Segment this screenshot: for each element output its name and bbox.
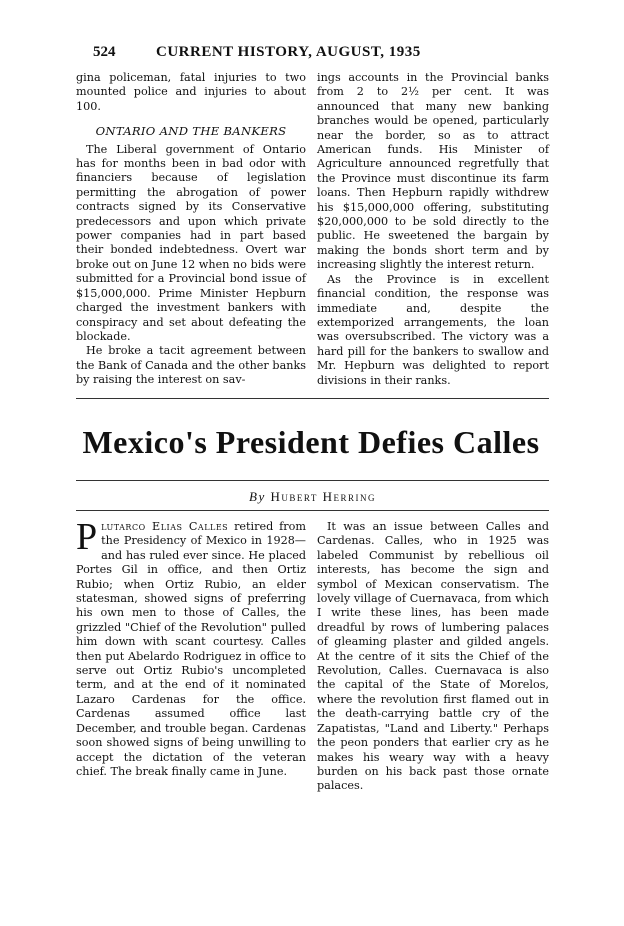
page-header [66, 44, 546, 66]
byline-author: Hubert Herring [270, 489, 376, 504]
paragraph: ings accounts in the Provincial banks from 2 to 2½ per cent. It was announced that many new banking branches would be opened, particularly near the border, so as to attract American funds. His Minister of Agriculture announced regretfully that the Province must discontinue its farm loans. Then Hepburn rapidly withdrew his $15,000,000 offering, substituting $20,000,000 to be sold directly to the public. He sweetened the bargain by making the bonds short term and by increasing slightly the interest return. [317, 71, 549, 272]
drop-cap: P [76, 516, 98, 558]
byline-rule [76, 510, 549, 511]
paragraph: gina policeman, fatal injuries to two mounted police and injuries to about 100. [76, 71, 306, 113]
paragraph: The Liberal government of Ontario has for months been in bad odor with financiers because of legislation permitting the abrogation of power contracts signed by its Conservative predecessors and upon which private power companies had in part based their bonded indebtedness. Overt war broke out on June 12 when no bids were submitted for a Provincial bond issue of $15,000,000. Prime Minister Hepburn charged the investment bankers with conspiracy and set about defeating the blockade. [76, 142, 306, 343]
byline-prefix: By [249, 489, 266, 504]
article-left-column [76, 516, 306, 779]
lead-paragraph [76, 516, 306, 779]
page-number: 524 [93, 44, 116, 60]
running-head: CURRENT HISTORY, AUGUST, 1935 [156, 44, 421, 60]
article-right-column [317, 520, 549, 794]
paragraph: He broke a tacit agreement between the Bank of Canada and the other banks by raising the interest on sav- [76, 344, 306, 387]
upper-left-column [76, 71, 306, 388]
lead-text: retired from the Presidency of Mexico in 1928—and has ruled ever since. He placed Portes Gil in office, and then Ortiz Rubio; when Ortiz Rubio, an elder statesman, showed signs of preferring his own men to those of Calles, the grizzled "Chief of the Revolution" pulled him down with scant courtesy. Calles then put Abelardo Rodriguez in office to serve out Ortiz Rubio's uncompleted term, and at the end of it nominated Lazaro Cardenas for the office. Cardenas assumed office last December, and trouble began. Cardenas soon showed signs of being unwilling to accept the dictation of the veteran chief. The break finally came in June. [76, 520, 306, 778]
paragraph: As the Province is in excellent financial condition, the response was immediate and, despite the extemporized arrangements, the loan was oversubscribed. The victory was a hard pill for the bankers to swallow and Mr. Hepburn was delighted to report divisions in their ranks. [317, 272, 549, 387]
lead-name: lutarco Elias Calles [101, 520, 229, 533]
section-divider [76, 398, 549, 399]
section-subhead: ONTARIO AND THE BANKERS [95, 124, 287, 139]
byline [76, 489, 549, 505]
article-title: Mexico's President Defies Calles [82, 424, 540, 460]
paragraph: It was an issue between Calles and Cardenas. Calles, who in 1925 was labeled Communist by rebellious oil interests, has become the sign and symbol of Mexican conservatism. The lovely village of Cuernavaca, from which I write these lines, has been made dreadful by rows of lumbering palaces of gleaming plaster and gilded angels. At the centre of it sits the Chief of the Revolution, Calles. Cuernavaca is also the capital of the State of Morelos, where the revolution first flamed out in the death-carrying battle cry of the Zapatistas, "Land and Liberty." Perhaps the peon ponders that earlier cry as he makes his weary way with a heavy burden on his back past those ornate palaces. [317, 520, 549, 793]
title-rule [76, 480, 549, 481]
upper-right-column [317, 71, 549, 388]
